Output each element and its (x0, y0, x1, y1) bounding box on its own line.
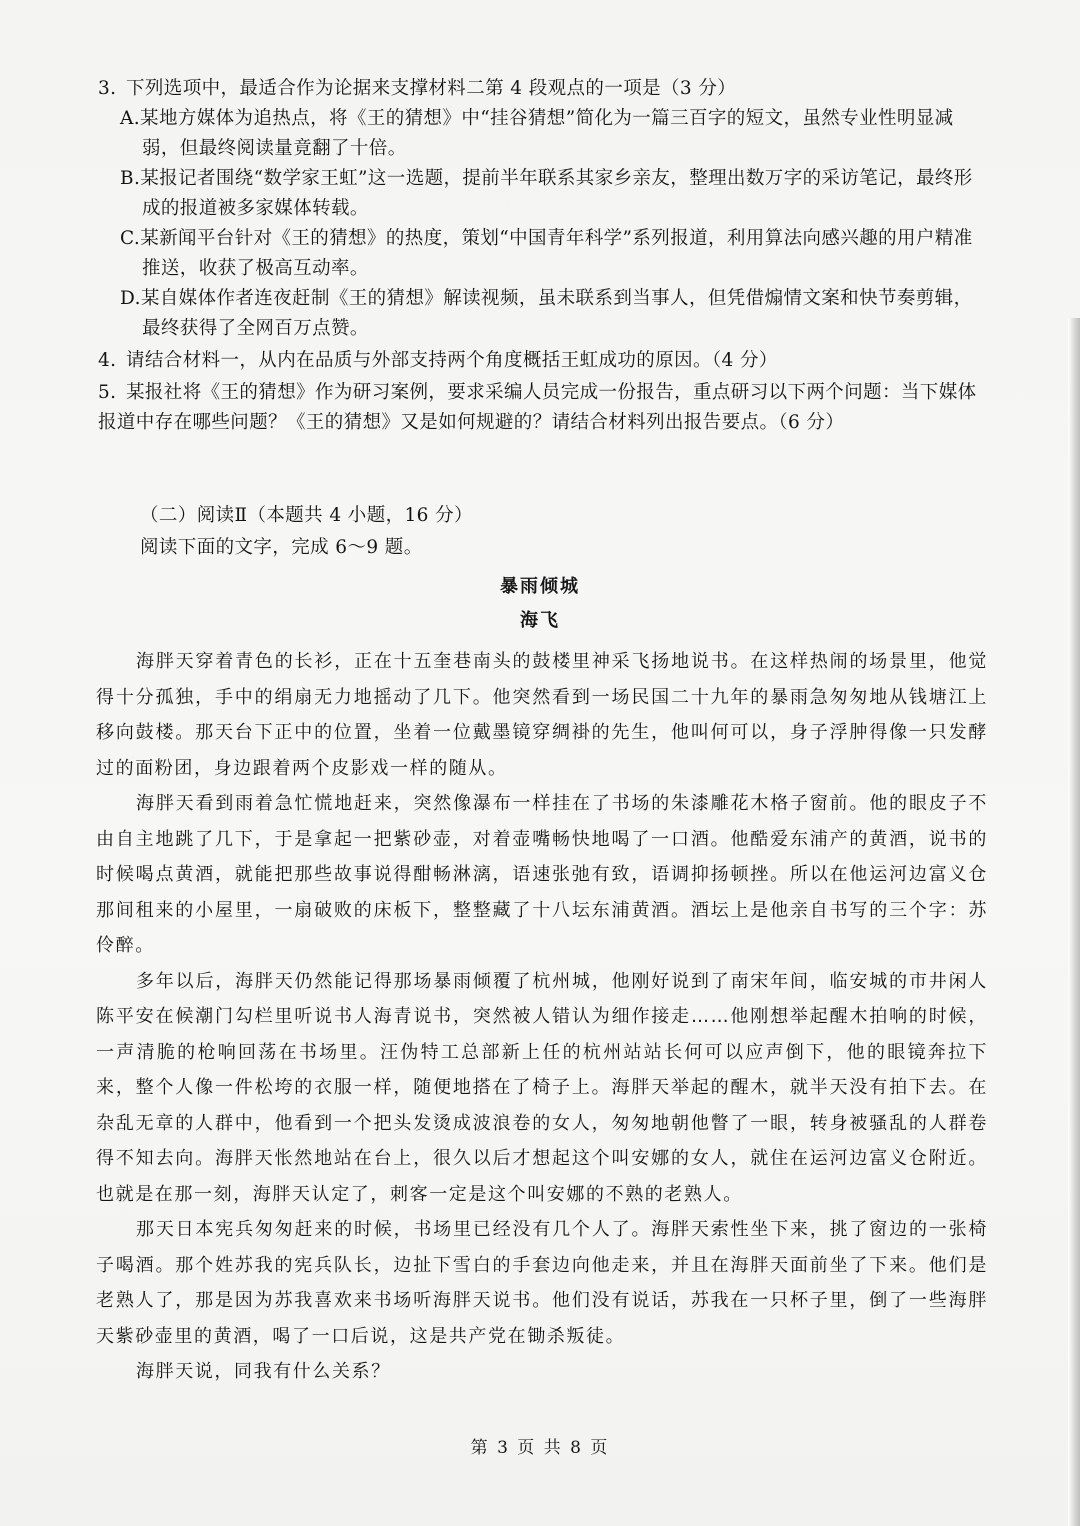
section-instruction: 阅读下面的文字，完成 6～9 题。 (140, 537, 423, 558)
question-3 (98, 74, 988, 104)
question-number: 3. (98, 78, 117, 99)
story-paragraph: 海胖天说，同我有什么关系？ (136, 1361, 391, 1382)
option-label: D. (120, 288, 141, 309)
question-number: 5. (98, 382, 117, 403)
option-text: 某自媒体作者连夜赶制《王的猜想》解读视频，虽未联系到当事人，但凭借煽情文案和快节奏剪辑，最终获得了全网百万点赞。 (140, 288, 973, 339)
story-paragraph: 海胖天穿着青色的长衫，正在十五奎巷南头的鼓楼里神采飞扬地说书。在这样热闹的场景里，他觉得十分孤独，手中的绢扇无力地摇动了几下。他突然看到一场民国二十九年的暴雨急匆匆地从钱塘江上移向鼓楼。那天台下正中的位置，坐着一位戴墨镜穿绸褂的先生，他叫何可以，身子浮肿得像一只发酵过的面粉团，身边跟着两个皮影戏一样的随从。 (96, 651, 988, 779)
question-5 (98, 378, 988, 438)
story-body (96, 644, 988, 1390)
option-label: A. (120, 108, 141, 129)
option-c (120, 224, 988, 284)
page-number: 第 3 页 共 8 页 (470, 1438, 610, 1458)
question-4 (98, 346, 988, 376)
option-label: C. (120, 228, 141, 249)
question-list (98, 74, 988, 438)
option-text: 某新闻平台针对《王的猜想》的热度，策划“中国青年科学”系列报道，利用算法向感兴趣的用户精准推送，收获了极高互动率。 (140, 228, 973, 279)
option-a (120, 104, 988, 164)
story-paragraph: 那天日本宪兵匆匆赶来的时候，书场里已经没有几个人了。海胖天索性坐下来，挑了窗边的一张椅子喝酒。那个姓苏我的宪兵队长，边扯下雪白的手套边向他走来，并且在海胖天面前坐了下来。他们是老熟人了，那是因为苏我喜欢来书场听海胖天说书。他们没有说话，苏我在一只杯子里，倒了一些海胖天紫砂壶里的黄酒，喝了一口后说，这是共产党在锄杀叛徒。 (96, 1219, 988, 1347)
option-label: B. (120, 168, 141, 189)
question-number: 4. (98, 350, 117, 371)
option-b (120, 164, 988, 224)
option-d (120, 284, 988, 344)
reading-section-header (140, 500, 1000, 564)
option-text: 某报记者围绕“数学家王虹”这一选题，提前半年联系其家乡亲友，整理出数万字的采访笔记，最终形成的报道被多家媒体转载。 (140, 168, 973, 219)
section-heading: （二）阅读Ⅱ（本题共 4 小题，16 分） (140, 505, 473, 526)
question-stem: 某报社将《王的猜想》作为研习案例，要求采编人员完成一份报告，重点研习以下两个问题：当下媒体报道中存在哪些问题？《王的猜想》又是如何规避的？请结合材料列出报告要点。（6 分） (98, 382, 977, 433)
story-title: 暴雨倾城 (500, 576, 580, 597)
story-paragraph: 海胖天看到雨着急忙慌地赶来，突然像瀑布一样挂在了书场的朱漆雕花木格子窗前。他的眼皮子不由自主地跳了几下，于是拿起一把紫砂壶，对着壶嘴畅快地喝了一口酒。他酷爱东浦产的黄酒，说书的时候喝点黄酒，就能把那些故事说得酣畅淋漓，语速张弛有致，语调抑扬顿挫。所以在他运河边富义仓那间租来的小屋里，一扇破败的床板下，整整藏了十八坛东浦黄酒。酒坛上是他亲自书写的三个字：苏伶醉。 (96, 793, 988, 956)
page-crease-shadow (1068, 318, 1080, 1526)
story-paragraph: 多年以后，海胖天仍然能记得那场暴雨倾覆了杭州城，他刚好说到了南宋年间，临安城的市井闲人陈平安在候潮门勾栏里听说书人海青说书，突然被人错认为细作接走……他刚想举起醒木拍响的时候，一声清脆的枪响回荡在书场里。汪伪特工总部新上任的杭州站站长何可以应声倒下，他的眼镜奔拉下来，整个人像一件松垮的衣服一样，随便地搭在了椅子上。海胖天举起的醒木，就半天没有拍下去。在杂乱无章的人群中，他看到一个把头发烫成波浪卷的女人，匆匆地朝他瞥了一眼，转身被骚乱的人群卷得不知去向。海胖天怅然地站在台上，很久以后才想起这个叫安娜的女人，就住在运河边富义仓附近。也就是在那一刻，海胖天认定了，刺客一定是这个叫安娜的不熟的老熟人。 (96, 970, 988, 1205)
question-stem: 请结合材料一，从内在品质与外部支持两个角度概括王虹成功的原因。（4 分） (126, 350, 778, 371)
option-text: 某地方媒体为追热点，将《王的猜想》中“挂谷猜想”简化为一篇三百字的短文，虽然专业性明显减弱，但最终阅读量竟翻了十倍。 (140, 108, 954, 159)
question-stem: 下列选项中，最适合作为论据来支撑材料二第 4 段观点的一项是（3 分） (126, 78, 737, 99)
story-author: 海飞 (520, 610, 560, 631)
